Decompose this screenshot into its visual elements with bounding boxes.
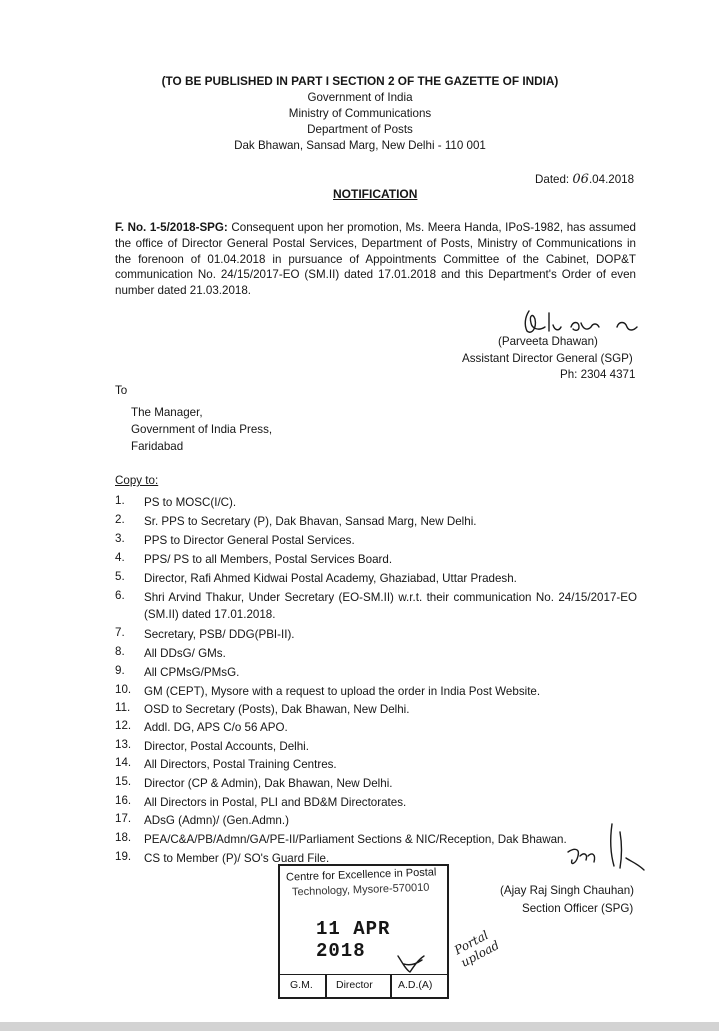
copy-to-item-number: 7. (115, 626, 125, 639)
copy-to-item-text: All CPMsG/PMsG. (144, 666, 240, 679)
copy-to-item-text: PPS to Director General Postal Services. (144, 534, 355, 547)
stamp-col-director: Director (336, 979, 373, 991)
handwritten-note-text: Portal upload (452, 927, 502, 970)
copy-to-item-text: Sr. PPS to Secretary (P), Dak Bhavan, Sansad Marg, New Delhi. (144, 515, 477, 528)
copy-to-item-number: 11. (115, 701, 131, 714)
copy-to-item-number: 18. (115, 831, 132, 844)
dated-rest: .04.2018 (588, 173, 635, 186)
signatory2-designation: Section Officer (SPG) (522, 902, 634, 915)
stamp-initials (392, 952, 432, 976)
copy-to-item-text: PPS/ PS to all Members, Postal Services Board. (144, 553, 393, 566)
copy-to-item-number: 9. (115, 664, 125, 677)
stamp-line2: Technology, Mysore-570010 (291, 881, 430, 899)
stamp-col-gm: G.M. (290, 979, 313, 991)
stamp-footer (280, 974, 447, 997)
copy-to-item-text: OSD to Secretary (Posts), Dak Bhawan, New Delhi. (144, 703, 410, 716)
signatory1-designation: Assistant Director General (SGP) (462, 352, 633, 365)
handwritten-note (452, 924, 504, 969)
address-line: Dak Bhawan, Sansad Marg, New Delhi - 110 001 (234, 139, 486, 152)
signatory1-phone: Ph: 2304 4371 (560, 368, 636, 381)
copy-to-item-number: 12. (115, 719, 132, 732)
copy-to-item-number: 2. (115, 513, 125, 526)
copy-to-item-text: Director, Postal Accounts, Delhi. (144, 740, 309, 753)
copy-to-item-text: Shri Arvind Thakur, Under Secretary (EO-SM.II) w.r.t. their communication No. 24/15/2017-EO (SM.II) dated 17.01.2018. (144, 591, 637, 621)
copy-to-item-number: 16. (115, 794, 132, 807)
signature-parveeta-dhawan (515, 305, 650, 337)
copy-to-item-number: 6. (115, 589, 125, 602)
government-line: Government of India (307, 91, 413, 104)
copy-to-item-text: ADsG (Admn)/ (Gen.Admn.) (144, 814, 289, 827)
copy-to-item-text: All DDsG/ GMs. (144, 647, 226, 660)
to-line1: The Manager, (131, 406, 203, 419)
body-text: Consequent upon her promotion, Ms. Meera Handa, IPoS-1982, has assumed the office of Director General Postal Services, Department of Posts, Ministry of Communications in the forenoon of 01.04.2018 in pursuance of Appointments Committee of the Cabinet, DOP&T communication No. 24/15/2017-EO (SM.II) dated 17.01.2018 and this Department's Order of even number dated 21.03.2018. (115, 221, 636, 298)
copy-to-item-number: 5. (115, 570, 125, 583)
gazette-line: (TO BE PUBLISHED IN PART I SECTION 2 OF THE GAZETTE OF INDIA) (161, 74, 559, 88)
copy-to-item-text: Addl. DG, APS C/o 56 APO. (144, 721, 288, 734)
stamp-date: 11 APR 2018 (316, 918, 391, 962)
copy-to-item-number: 10. (115, 683, 132, 696)
stamp-divider (390, 975, 392, 997)
copy-to-item-number: 13. (115, 738, 132, 751)
dated-day: 06 (572, 172, 589, 187)
copy-to-item-text: Director, Rafi Ahmed Kidwai Postal Academy, Ghaziabad, Uttar Pradesh. (144, 572, 517, 585)
copy-to-item-text: CS to Member (P)/ SO's Guard File. (144, 852, 330, 865)
copy-to-item-number: 4. (115, 551, 125, 564)
copy-to-label: Copy to: (115, 474, 159, 487)
file-number: F. No. 1-5/2018-SPG: (115, 221, 228, 234)
copy-to-item-text: Secretary, PSB/ DDG(PBI-II). (144, 628, 295, 641)
to-line2: Government of India Press, (131, 423, 273, 436)
copy-to-item-number: 15. (115, 775, 132, 788)
signature-ajay-raj-singh-chauhan (560, 818, 650, 880)
to-line3: Faridabad (131, 440, 184, 453)
signatory1-name: (Parveeta Dhawan) (498, 335, 598, 348)
copy-to-item-number: 1. (115, 494, 125, 507)
dated-line (535, 172, 634, 187)
copy-to-item-number: 8. (115, 645, 125, 658)
copy-to-item-text: Director (CP & Admin), Dak Bhawan, New Delhi. (144, 777, 393, 790)
copy-to-item-number: 19. (115, 850, 132, 863)
receipt-stamp (278, 864, 449, 999)
stamp-divider (325, 975, 327, 997)
to-label: To (115, 384, 128, 397)
copy-to-item-number: 14. (115, 756, 132, 769)
scan-bottom-edge (0, 1022, 719, 1031)
signatory2-name: (Ajay Raj Singh Chauhan) (500, 884, 635, 897)
dated-label: Dated: (535, 173, 570, 186)
copy-to-item-text: All Directors in Postal, PLI and BD&M Directorates. (144, 796, 407, 809)
copy-to-item-text: PS to MOSC(I/C). (144, 496, 237, 509)
notification-body (115, 220, 636, 299)
copy-to-item-number: 3. (115, 532, 125, 545)
copy-to-item-text: GM (CEPT), Mysore with a request to upload the order in India Post Website. (144, 685, 541, 698)
copy-to-item-text: All Directors, Postal Training Centres. (144, 758, 337, 771)
copy-to-item-text: PEA/C&A/PB/Admn/GA/PE-II/Parliament Sections & NIC/Reception, Dak Bhawan. (144, 833, 567, 846)
department-line: Department of Posts (307, 123, 413, 136)
ministry-line: Ministry of Communications (288, 107, 432, 120)
stamp-col-ad: A.D.(A) (398, 979, 433, 991)
copy-to-item-number: 17. (115, 812, 132, 825)
notification-title: NOTIFICATION (333, 187, 418, 201)
stamp-line1: Centre for Excellence in Postal (285, 866, 437, 884)
